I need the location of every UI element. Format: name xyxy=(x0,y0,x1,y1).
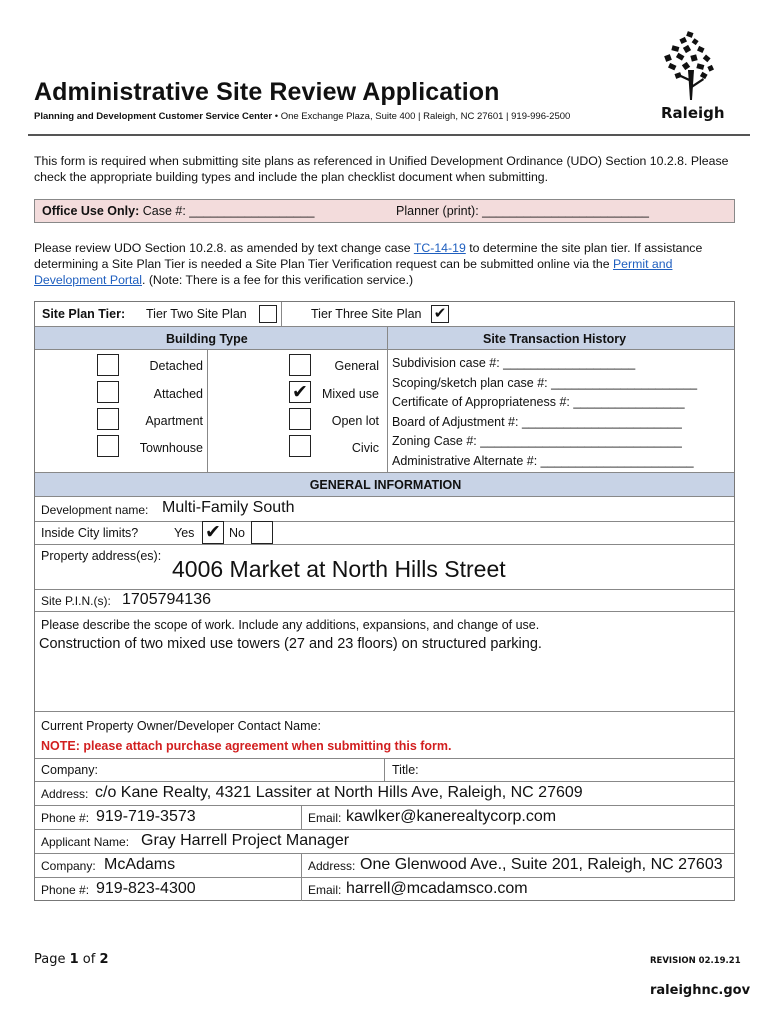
yes-checkbox[interactable]: ✔ xyxy=(202,521,224,544)
subtitle-address: • One Exchange Plaza, Suite 400 | Raleigh, NC 27601 | 919-996-2500 xyxy=(272,111,571,122)
applicant-phone-value[interactable]: 919-823-4300 xyxy=(96,880,196,897)
scope-value[interactable]: Construction of two mixed use towers (27 and 23 floors) on structured parking. xyxy=(39,636,542,652)
row-divider xyxy=(35,544,734,545)
property-address-label: Property address(es): xyxy=(41,549,162,563)
dev-name-value[interactable]: Multi-Family South xyxy=(162,499,295,516)
tier-two-label: Tier Two Site Plan xyxy=(146,307,247,321)
applicant-address-label: Address: xyxy=(308,859,356,873)
civic-label: Civic xyxy=(351,441,379,455)
page-title: Administrative Site Review Application xyxy=(34,78,500,106)
page-total: 2 xyxy=(99,952,109,967)
row-divider xyxy=(35,805,734,806)
row-divider xyxy=(35,877,734,878)
review-text-2: to determine the site plan tier. If assistance determining a Site Plan Tier is needed a Site Plan Tier Verification request can be submitted online via the xyxy=(34,241,703,271)
owner-email-value[interactable]: kawlker@kanerealtycorp.com xyxy=(346,808,557,825)
office-use-label: Office Use Only: xyxy=(42,204,140,218)
townhouse-label: Townhouse xyxy=(139,441,203,455)
admin-alternate-field[interactable]: Administrative Alternate #: ______________________ xyxy=(392,454,694,468)
open-lot-checkbox[interactable] xyxy=(289,408,311,430)
subdivision-case-field[interactable]: Subdivision case #: ___________________ xyxy=(392,356,636,370)
civic-checkbox[interactable] xyxy=(289,435,311,457)
office-use-bar xyxy=(34,199,735,223)
row-divider xyxy=(35,589,734,590)
page-current: 1 xyxy=(69,952,79,967)
townhouse-checkbox[interactable] xyxy=(97,435,119,457)
yes-label: Yes xyxy=(174,526,195,540)
mixed-use-label: Mixed use xyxy=(322,387,379,401)
certificate-field[interactable]: Certificate of Appropriateness #: ________________ xyxy=(392,395,685,409)
application-form xyxy=(34,301,735,901)
applicant-email-label: Email: xyxy=(308,883,342,897)
owner-contact-label[interactable]: Current Property Owner/Developer Contact Name: xyxy=(41,719,321,733)
apartment-checkbox[interactable] xyxy=(97,408,119,430)
tier-two-checkbox[interactable] xyxy=(259,305,277,323)
owner-phone-label: Phone #: xyxy=(41,811,90,825)
office-use-case xyxy=(42,204,314,218)
site-transaction-header: Site Transaction History xyxy=(483,332,627,346)
owner-address-label: Address: xyxy=(41,787,89,801)
site-url[interactable]: raleighnc.gov xyxy=(650,983,751,998)
pin-value[interactable]: 1705794136 xyxy=(122,591,211,608)
purchase-agreement-note: NOTE: please attach purchase agreement when submitting this form. xyxy=(41,739,452,753)
city-limits-label: Inside City limits? xyxy=(41,526,139,540)
page-number xyxy=(34,952,109,967)
tc-14-19-link[interactable]: TC-14-19 xyxy=(413,241,466,255)
applicant-name-value[interactable]: Gray Harrell Project Manager xyxy=(141,832,350,849)
row-divider xyxy=(35,829,734,830)
applicant-address-value[interactable]: One Glenwood Ave., Suite 201, Raleigh, NC 27603 xyxy=(360,856,723,873)
tier-three-checkbox[interactable]: ✔ xyxy=(431,305,449,323)
row-divider xyxy=(35,853,734,854)
page-of: of xyxy=(78,952,100,967)
applicant-name-label: Applicant Name: xyxy=(41,835,130,849)
case-number-field[interactable]: Case #: __________________ xyxy=(139,204,315,218)
general-checkbox[interactable] xyxy=(289,354,311,376)
owner-title-label[interactable]: Title: xyxy=(392,763,419,777)
permit-portal-link[interactable]: Permit and Development Portal xyxy=(34,257,673,287)
phone-email-divider xyxy=(301,805,302,829)
attached-checkbox[interactable] xyxy=(97,381,119,403)
no-checkbox[interactable] xyxy=(251,521,273,544)
dev-name-label: Development name: xyxy=(41,503,149,517)
building-type-header: Building Type xyxy=(166,332,248,346)
applicant-email-value[interactable]: harrell@mcadamsco.com xyxy=(346,880,528,897)
board-adjustment-field[interactable]: Board of Adjustment #: _______________________ xyxy=(392,415,682,429)
row-divider xyxy=(35,711,734,712)
tier-divider xyxy=(281,302,282,326)
header-divider xyxy=(28,134,750,136)
planner-field[interactable]: Planner (print): ________________________ xyxy=(396,204,649,218)
pin-label: Site P.I.N.(s): xyxy=(41,594,111,608)
apartment-label: Apartment xyxy=(145,414,203,428)
owner-company-label[interactable]: Company: xyxy=(41,763,98,777)
row-divider xyxy=(35,521,734,522)
review-text xyxy=(34,240,734,288)
no-label: No xyxy=(229,526,245,540)
section-header-bar xyxy=(35,326,734,350)
row-divider xyxy=(35,611,734,612)
scoping-case-field[interactable]: Scoping/sketch plan case #: _____________________ xyxy=(392,376,698,390)
review-text-1: Please review UDO Section 10.2.8. as amended by text change case xyxy=(34,241,414,255)
page-prefix: Page xyxy=(34,952,70,967)
applicant-phone-label: Phone #: xyxy=(41,883,90,897)
owner-email-label: Email: xyxy=(308,811,342,825)
company-title-divider xyxy=(384,758,385,781)
intro-text: This form is required when submitting site plans as referenced in Unified Development Ordinance (UDO) Section 10.2.8. Please check the appropriate building types and include the plan checklist document when submitting. xyxy=(34,154,729,184)
subtitle-office: Planning and Development Customer Service Center xyxy=(34,111,273,122)
revision-label: REVISION 02.19.21 xyxy=(650,956,741,966)
general-label: General xyxy=(334,359,379,373)
general-info-header: GENERAL INFORMATION xyxy=(309,478,462,492)
mixed-use-checkbox[interactable]: ✔ xyxy=(289,381,311,403)
owner-phone-value[interactable]: 919-719-3573 xyxy=(96,808,196,825)
scope-label: Please describe the scope of work. Include any additions, expansions, and change of use. xyxy=(41,618,540,632)
row-divider xyxy=(35,781,734,782)
applicant-company-value[interactable]: McAdams xyxy=(104,856,176,873)
building-transaction-divider xyxy=(387,326,388,473)
raleigh-logo-text: Raleigh xyxy=(661,104,725,122)
review-text-3: . (Note: There is a fee for this verification service.) xyxy=(142,273,414,287)
attached-label: Attached xyxy=(153,387,203,401)
owner-address-value[interactable]: c/o Kane Realty, 4321 Lassiter at North Hills Ave, Raleigh, NC 27609 xyxy=(95,784,583,801)
page-subtitle xyxy=(34,111,570,122)
detached-checkbox[interactable] xyxy=(97,354,119,376)
site-plan-tier-label: Site Plan Tier: xyxy=(42,307,126,321)
property-address-value[interactable]: 4006 Market at North Hills Street xyxy=(172,556,506,582)
applicant-company-label: Company: xyxy=(41,859,96,873)
open-lot-label: Open lot xyxy=(331,414,379,428)
detached-label: Detached xyxy=(149,359,203,373)
zoning-case-field[interactable]: Zoning Case #: _____________________________ xyxy=(392,434,682,448)
building-type-divider xyxy=(207,350,208,473)
tier-three-label: Tier Three Site Plan xyxy=(311,307,422,321)
